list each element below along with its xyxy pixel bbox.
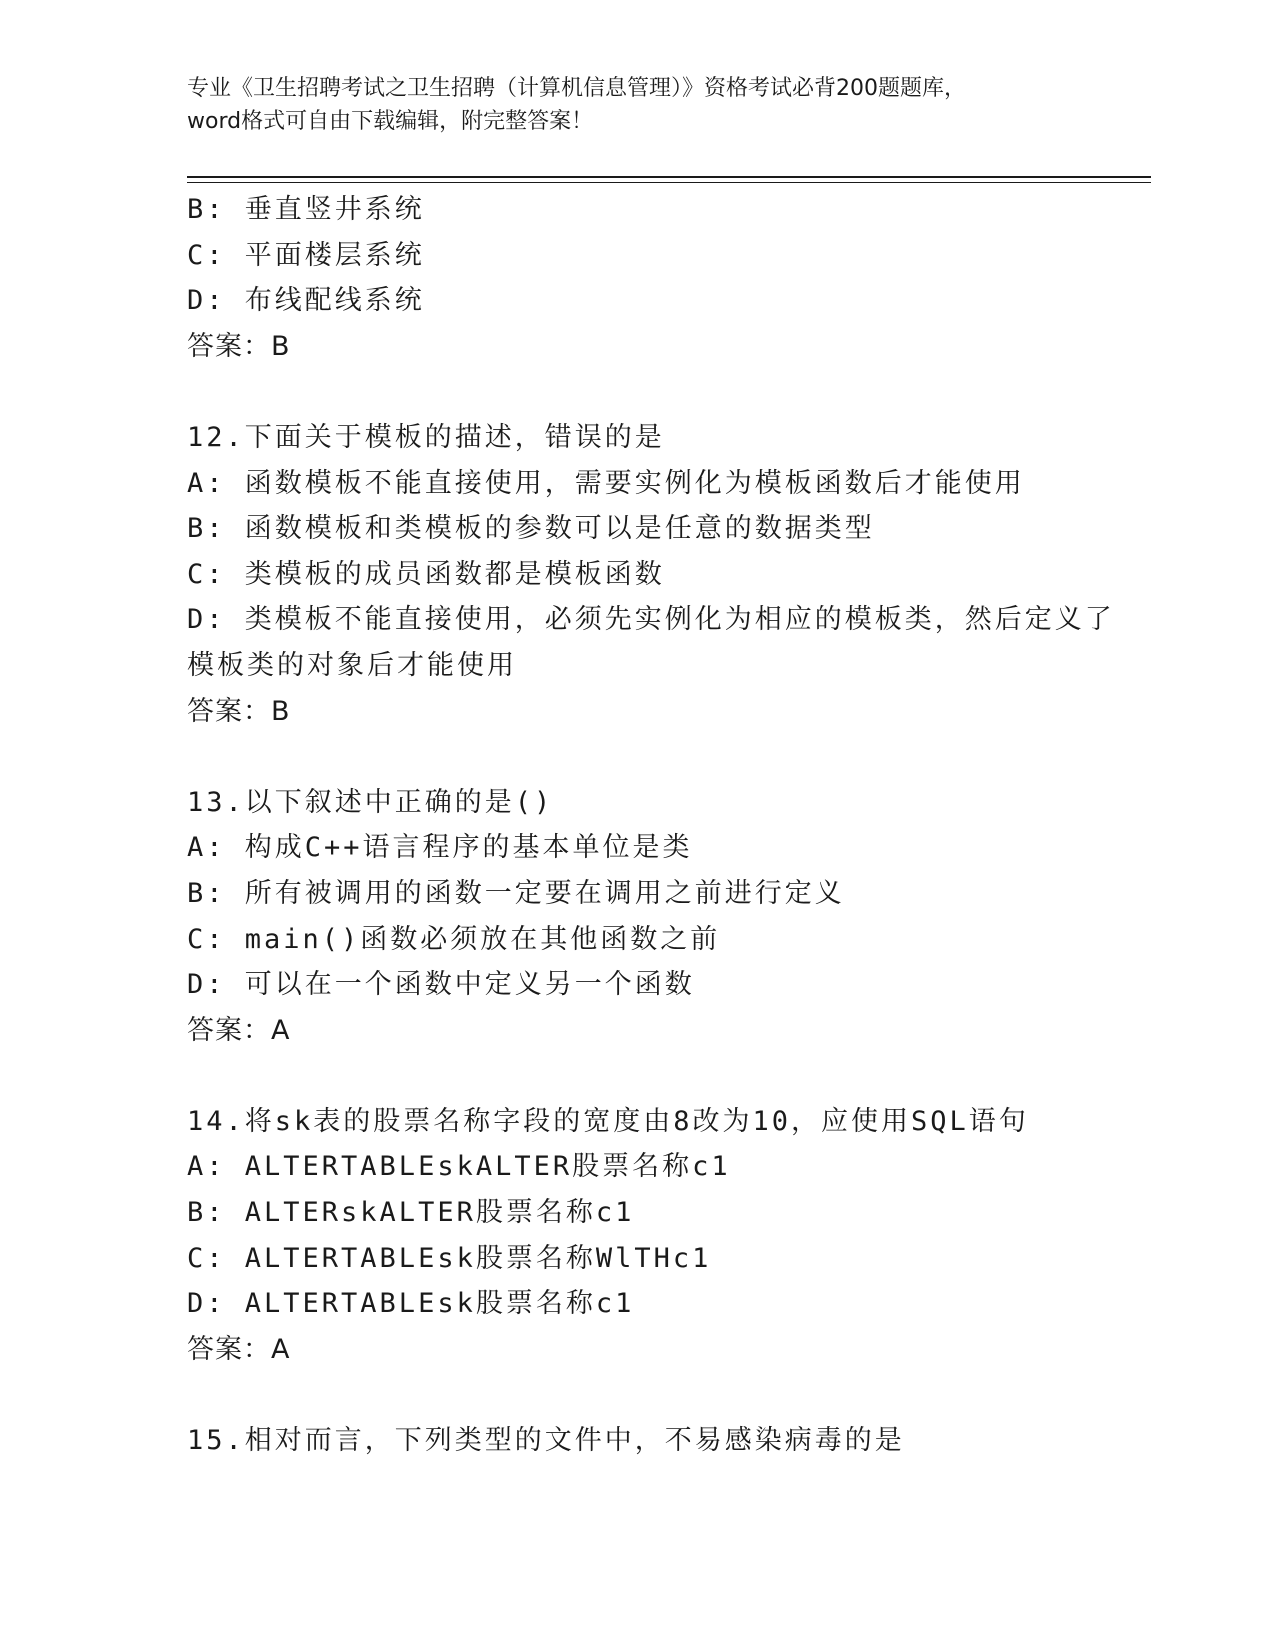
option-a: A: ALTERTABLEskALTER股票名称c1	[187, 1151, 731, 1183]
option-d: D: ALTERTABLEsk股票名称c1	[187, 1288, 635, 1320]
question-text: 13.以下叙述中正确的是()	[187, 786, 554, 818]
answer-line: 答案：B	[187, 695, 291, 727]
option-b: B: 垂直竖井系统	[187, 194, 425, 225]
document-header	[187, 72, 1087, 138]
spacer	[187, 369, 1087, 415]
question-11-block	[187, 187, 1087, 369]
header-line-1: 专业《卫生招聘考试之卫生招聘（计算机信息管理）》资格考试必背200题题库，	[187, 76, 966, 101]
answer-line: 答案：B	[187, 330, 291, 362]
option-c: C: 类模板的成员函数都是模板函数	[187, 558, 665, 590]
question-15-block	[187, 1418, 1087, 1464]
header-line-2: word格式可自由下载编辑，附完整答案！	[187, 109, 594, 134]
option-d: D: 类模板不能直接使用，必须先实例化为相应的模板类，然后定义了	[187, 604, 1115, 636]
spacer	[187, 1372, 1087, 1418]
header-divider-thick	[187, 176, 1151, 178]
option-a: A: 函数模板不能直接使用，需要实例化为模板函数后才能使用	[187, 467, 1025, 499]
option-b: B: 函数模板和类模板的参数可以是任意的数据类型	[187, 513, 875, 545]
question-14-block	[187, 1099, 1087, 1373]
answer-line: 答案：A	[187, 1014, 291, 1046]
option-d-continued: 模板类的对象后才能使用	[187, 649, 517, 681]
option-d: D: 可以在一个函数中定义另一个函数	[187, 969, 695, 1001]
option-c: C: main()函数必须放在其他函数之前	[187, 923, 721, 955]
question-12-block	[187, 415, 1115, 734]
question-text: 12.下面关于模板的描述，错误的是	[187, 421, 665, 453]
question-text: 14.将sk表的股票名称字段的宽度由8改为10，应使用SQL语句	[187, 1105, 1029, 1137]
document-body	[187, 187, 1115, 1464]
option-d: D: 布线配线系统	[187, 285, 425, 317]
option-b: B: 所有被调用的函数一定要在调用之前进行定义	[187, 877, 845, 909]
spacer	[187, 1053, 1087, 1099]
option-c: C: ALTERTABLEsk股票名称WlTHc1	[187, 1242, 712, 1274]
question-13-block	[187, 780, 1087, 1054]
header-divider-thin	[187, 182, 1151, 183]
question-text: 15.相对而言，下列类型的文件中，不易感染病毒的是	[187, 1425, 905, 1457]
option-b: B: ALTERskALTER股票名称c1	[187, 1197, 635, 1229]
spacer	[187, 734, 1087, 780]
option-c: C: 平面楼层系统	[187, 239, 425, 271]
answer-line: 答案：A	[187, 1333, 291, 1365]
option-a: A: 构成C++语言程序的基本单位是类	[187, 832, 693, 864]
